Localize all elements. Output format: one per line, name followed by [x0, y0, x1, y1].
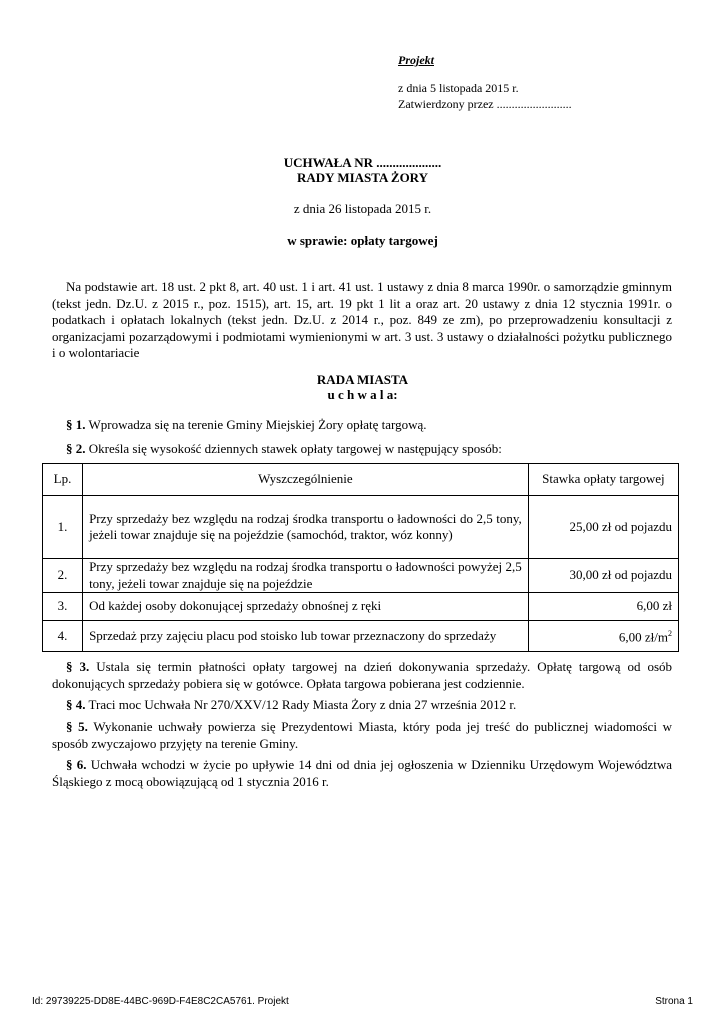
- row-description: Sprzedaż przy zajęciu placu pod stoisko lub towar przeznaczony do sprzedaży: [83, 621, 529, 652]
- row-lp: 2.: [43, 559, 83, 593]
- section-2-text: Określa się wysokość dziennych stawek opłaty targowej w następujący sposób:: [85, 441, 502, 456]
- projekt-label: Projekt: [398, 53, 434, 67]
- resolution-date: z dnia 26 listopada 2015 r.: [293, 201, 432, 216]
- page-number: Strona 1: [655, 996, 693, 1007]
- section-5-text: Wykonanie uchwały powierza się Prezydentowi Miasta, który poda jej treść do publicznej wiadomości w sposób zwyczajowo przyjęty na terenie Gminy.: [52, 719, 672, 751]
- section-6: [52, 757, 672, 790]
- section-1-text: Wprowadza się na terenie Gminy Miejskiej Żory opłatę targową.: [85, 417, 427, 432]
- section-4-number: § 4.: [66, 697, 86, 712]
- table-row: [43, 559, 679, 593]
- section-3: [52, 659, 672, 692]
- section-3-text: Ustala się termin płatności opłaty targowej na dzień dokonywania sprzedaży. Opłatę targową od osób dokonujących sprzedaży pobiera się w gotówce. Opłata targowa pobierana jest codziennie.: [52, 659, 673, 691]
- row-description: Przy sprzedaży bez względu na rodzaj środka transportu o ładowności do 2,5 tony, jeżeli towar znajduje się na pojeździe (samochód, traktor, wóz konny): [83, 496, 529, 559]
- section-4: [52, 697, 672, 714]
- section-5: [52, 719, 672, 752]
- row-rate-superscript: 2: [668, 629, 672, 639]
- table-row: [43, 593, 679, 621]
- section-1-number: § 1.: [66, 417, 86, 432]
- section-3-number: § 3.: [66, 659, 90, 674]
- table-row: [43, 621, 679, 652]
- section-1: [66, 417, 427, 434]
- fee-table: [42, 463, 679, 652]
- header-rate: Stawka opłaty targowej: [528, 464, 678, 496]
- document-id: Id: 29739225-DD8E-44BC-969D-F4E8C2CA5761. Projekt: [32, 996, 289, 1007]
- section-5-number: § 5.: [66, 719, 88, 734]
- council-name: RADY MIASTA ŻORY: [297, 170, 428, 185]
- row-rate: [528, 621, 678, 652]
- resolution-subject: w sprawie: opłaty targowej: [287, 233, 438, 248]
- row-lp: 1.: [43, 496, 83, 559]
- row-lp: 4.: [43, 621, 83, 652]
- table-header-row: [43, 464, 679, 496]
- approved-by: Zatwierdzony przez .........................: [398, 97, 572, 111]
- draft-date: z dnia 5 listopada 2015 r.: [398, 81, 519, 95]
- row-rate-value: 6,00 zł/m: [618, 629, 668, 645]
- header-description: Wyszczególnienie: [83, 464, 529, 496]
- preamble: Na podstawie art. 18 ust. 2 pkt 8, art. 40 ust. 1 i art. 41 ust. 1 ustawy z dnia 8 marca 1990r. o samorządzie gminnym (tekst jedn. Dz.U. z 2015 r., poz. 1515), art. 15, art. 19 pkt 1 lit a oraz art. 20 ustawy z dnia 12 stycznia 1991r. o podatkach i opłatach lokalnych (tekst jedn. Dz.U. z 2014 r., poz. 849 ze zm), po przeprowadzeniu konsultacji z organizacjami pozarządowymi i podmiotami wymienionymi w art. 3 ust. 3 ustawy o działalności pożytku publicznego i o wolontariacie: [52, 279, 672, 360]
- section-2-number: § 2.: [66, 441, 86, 456]
- row-description: Przy sprzedaży bez względu na rodzaj środka transportu o ładowności powyżej 2,5 tony, jeżeli towar znajduje się na pojeździe: [83, 559, 529, 593]
- resolution-number: UCHWAŁA NR ....................: [283, 155, 442, 170]
- council-heading: RADA MIASTA: [316, 372, 409, 387]
- header-lp: Lp.: [43, 464, 83, 496]
- row-description: Od każdej osoby dokonującej sprzedaży obnośnej z ręki: [83, 593, 529, 621]
- row-rate: 25,00 zł od pojazdu: [528, 496, 678, 559]
- row-rate: 6,00 zł: [528, 593, 678, 621]
- row-rate: 30,00 zł od pojazdu: [528, 559, 678, 593]
- resolves-heading: u c h w a l a:: [327, 387, 398, 402]
- table-row: [43, 496, 679, 559]
- section-6-text: Uchwała wchodzi w życie po upływie 14 dni od dnia jej ogłoszenia w Dzienniku Urzędowym Województwa Śląskiego z mocą obowiązującą od 1 stycznia 2016 r.: [52, 757, 672, 789]
- section-2: [66, 441, 502, 458]
- section-6-number: § 6.: [66, 757, 87, 772]
- section-4-text: Traci moc Uchwała Nr 270/XXV/12 Rady Miasta Żory z dnia 27 września 2012 r.: [85, 697, 517, 712]
- row-lp: 3.: [43, 593, 83, 621]
